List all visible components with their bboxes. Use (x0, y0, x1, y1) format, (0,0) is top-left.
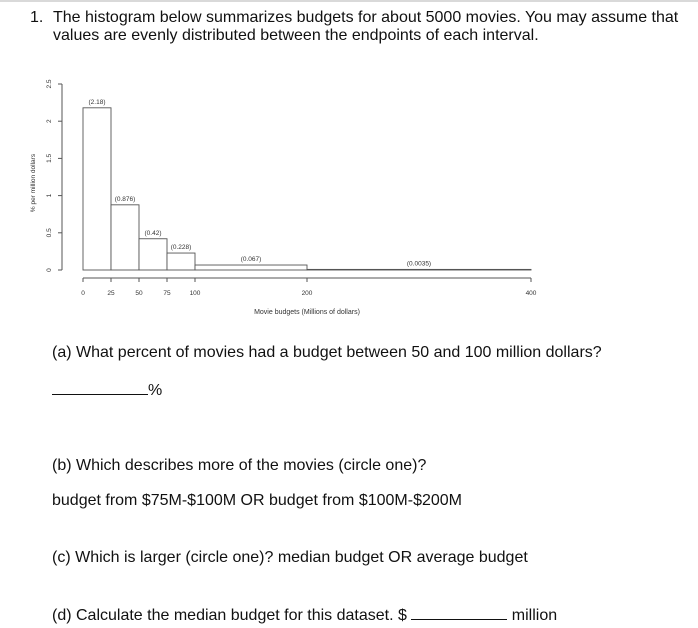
part-a-answer-row (52, 380, 162, 400)
histogram-bar (195, 265, 307, 270)
part-d-unit: million (511, 607, 558, 624)
x-tick-label: 75 (163, 290, 171, 297)
part-b-options: budget from $75M-$100M OR budget from $100M-$200M (52, 492, 462, 509)
part-d-row (52, 605, 557, 625)
bar-value-label: (2.18) (88, 98, 106, 106)
question-text: The histogram below summarizes budgets for about 5000 movies. You may assume that values are evenly distributed between the endpoints of each interval. (53, 9, 679, 44)
part-c-question: (c) Which is larger (circle one)? median budget OR average budget (52, 549, 528, 566)
y-tick-label: 0.5 (46, 228, 53, 238)
bar-value-label: (0.876) (114, 195, 136, 203)
part-d-question: (d) Calculate the median budget for this dataset. $ (52, 607, 407, 624)
histogram-bar (307, 269, 531, 270)
y-axis-label: % per million dollars (30, 153, 37, 213)
histogram-bar (139, 239, 167, 270)
x-tick-label: 50 (135, 290, 143, 297)
y-tick-label: 1.5 (46, 153, 53, 163)
x-axis-ticks (81, 278, 537, 297)
part-a-answer-blank[interactable] (52, 380, 148, 395)
part-b-question: (b) Which describes more of the movies (circle one)? (52, 457, 427, 474)
histogram-bar (111, 205, 139, 270)
y-tick-label: 1 (46, 193, 53, 198)
part-a-unit: % (148, 382, 163, 399)
bar-value-label: (0.228) (170, 244, 192, 252)
y-axis-ticks (46, 79, 62, 272)
question-number: 1. (30, 9, 44, 26)
part-a-question: (a) What percent of movies had a budget between 50 and 100 million dollars? (52, 344, 602, 361)
x-tick-label: 400 (525, 290, 537, 297)
bar-value-label: (0.0035) (406, 260, 432, 268)
y-tick-label: 2 (46, 119, 53, 124)
bar-value-label: (0.42) (144, 229, 162, 237)
histogram-bar (167, 253, 195, 270)
histogram-bars (83, 108, 531, 270)
x-tick-label: 25 (107, 290, 115, 297)
x-tick-label: 200 (301, 290, 313, 297)
y-tick-label: 2.5 (46, 79, 53, 89)
bar-value-label: (0.067) (240, 256, 262, 264)
y-tick-label: 0 (46, 268, 53, 272)
x-tick-label: 0 (81, 290, 85, 297)
x-axis-label: Movie budgets (Millions of dollars) (254, 309, 360, 316)
x-tick-label: 100 (189, 290, 201, 297)
histogram-bar (83, 108, 111, 270)
part-d-answer-blank[interactable] (411, 605, 507, 620)
